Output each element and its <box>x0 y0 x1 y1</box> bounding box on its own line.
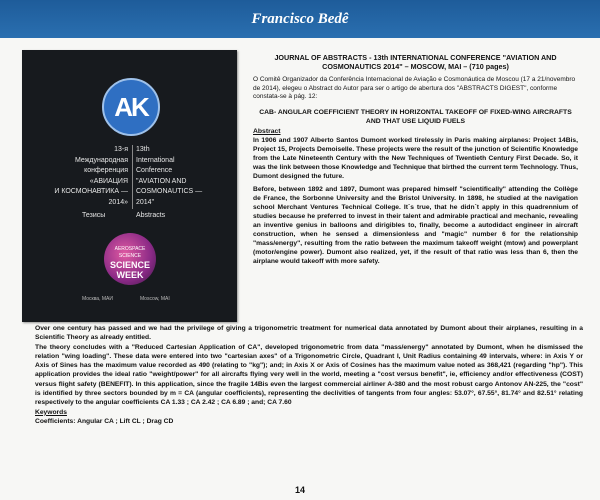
cover-city-ru: Москва, МАИ <box>82 296 113 302</box>
emblem-top-text: AEROSPACE SCIENCE <box>114 246 146 259</box>
cover-line: «АВИАЦИЯ <box>89 177 128 185</box>
cover-line: "AVIATION AND <box>136 177 187 185</box>
cover-line: Conference <box>136 167 173 174</box>
cover-line: COSMONAUTICS — <box>136 188 203 195</box>
journal-intro: O Comitê Organizador da Conferência Internacional de Aviação e Cosmonáutica de Moscou (17 a 21/novembro de 2014), elegeu o Abstract do Autor para ser o artigo de abertura dos "ABSTRACTS DIGEST", conforme constata-se à pág. 12: <box>253 76 576 100</box>
author-name: Francisco Bedê <box>251 11 349 27</box>
bottom-text-block <box>35 324 583 426</box>
cover-line: 2014" <box>136 198 155 206</box>
abstract-heading: Abstract <box>253 127 281 135</box>
paragraph-2: Before, between 1892 and 1897, Dumont was prepared himself "scientifically" attending the Collège de France, the Sorbonne University and the Bristol University. In 1898, he studied at the navigation school Merchant Ventures Technical College. It´s true, that he didn´t apply in this quadrennium of studies because he preferred to invest in their talent and admirable practical and mechanic, revealing an inventive genius in balloons and dirigibles to, finally, become a autodidact engineer in aircraft construction, when he sensed a dimensionless and "magic" number 6 for the relationship "mass/energy", resulting from the ratio between the maximum takeoff weight (mtow) and powerplant (motor/engine power). Dumont also realized, yet, if the result of that ratio was less than 6, then the airplane would takeoff with more safety. <box>253 185 578 265</box>
cover-line: 13th <box>136 146 150 153</box>
cover-divider <box>132 145 133 209</box>
article-title: CAB- ANGULAR COEFFICIENT THEORY IN HORIZONTAL TAKEOFF OF FIXED-WING AIRCRAFTS AND THAT USE LIQUID FUELS <box>259 108 572 125</box>
cover-sub-en: Abstracts <box>136 212 166 219</box>
cover-line: Международная <box>74 156 128 164</box>
science-week-emblem <box>104 233 156 285</box>
paragraph-1: In 1906 and 1907 Alberto Santos Dumont worked tirelessly in Paris making airplanes: Project 14Bis, Project 15, Projects Demoiselle. These projects were the result of the junction of Scientific Knowledge from the Late Nineteenth Century with the New Techniques of Twentieth Century First Decade. So, it was the link between those Knowledge and Technique that birthed the current term Technology. Thus, Dumont designed the future. <box>253 136 578 180</box>
keywords-heading: Keywords <box>35 408 67 416</box>
keywords-list: Coefficients: Angular CA ; Lift CL ; Drag CD <box>35 417 174 425</box>
cover-line: 13-я <box>114 146 128 153</box>
cover-city-en: Moscow, MAI <box>140 296 170 302</box>
cover-russian-title <box>30 145 128 208</box>
paragraph-3: Over one century has passed and we had the privilege of giving a trigonometric treatment for numerical data annotated by Dumont about their airplanes, resulting in a Scientific Theory as already entitled. <box>35 325 583 342</box>
paragraph-4: The theory concludes with a "Reduced Cartesian Application of CA", developed trigonometric from data "mass/energy" annotated by Dumont, when he dismissed the relation "wing loading". These data were entered into two "cartesian axes" of a Trigonometric Circle, Quadrant I, Unit Radius containing 49 intervals, where: in Axis Y or Axis of Sines has the maximum value recorded as 490 (relating to "kg"); and; in Axis X or Axis of Cosines has the maximum value noted as 368,421 (regarding "hp"). This application provides the ideal ratio "weight/power" for all aircrafts flying very well in the world, meeting a "cost versus benefit", ie, efficiency and/or effectiveness (COST) versus flight safety (BENEFIT). In this application, since the fragile 14Bis even the largest commercial airliner A-380 and the most robust cargo Antonov AN-225, the "cost" is identified by three sectors bounded by m = CA (angular coefficients), representing the declivities of tangents from four angles: 53.07°, 67.55°, 81.74° and 82.51° relating respectively to the angular coefficients CA 1.33 ; CA 2.42 ; CA 6.89 ; and; CA 7.60 <box>35 343 583 407</box>
cover-english-title <box>136 145 231 208</box>
right-column <box>253 53 578 266</box>
journal-title: JOURNAL OF ABSTRACTS - 13th INTERNATIONAL CONFERENCE "AVIATION AND COSMONAUTICS 2014" – MOSCOW, MAI – (710 pages) <box>274 53 557 71</box>
cover-line: конференция <box>84 167 128 174</box>
cover-line: 2014» <box>108 198 128 206</box>
emblem-main-text: SCIENCE WEEK <box>109 260 150 280</box>
logo-letters: AK <box>114 92 148 122</box>
ak-logo <box>102 78 160 136</box>
page-number: 14 <box>294 485 305 495</box>
cover-line: И КОСМОНАВТИКА — <box>54 188 128 195</box>
page-header <box>0 0 600 38</box>
cover-sub-ru: Тезисы <box>82 212 106 219</box>
book-cover-image <box>22 50 237 322</box>
cover-line: International <box>136 156 175 164</box>
